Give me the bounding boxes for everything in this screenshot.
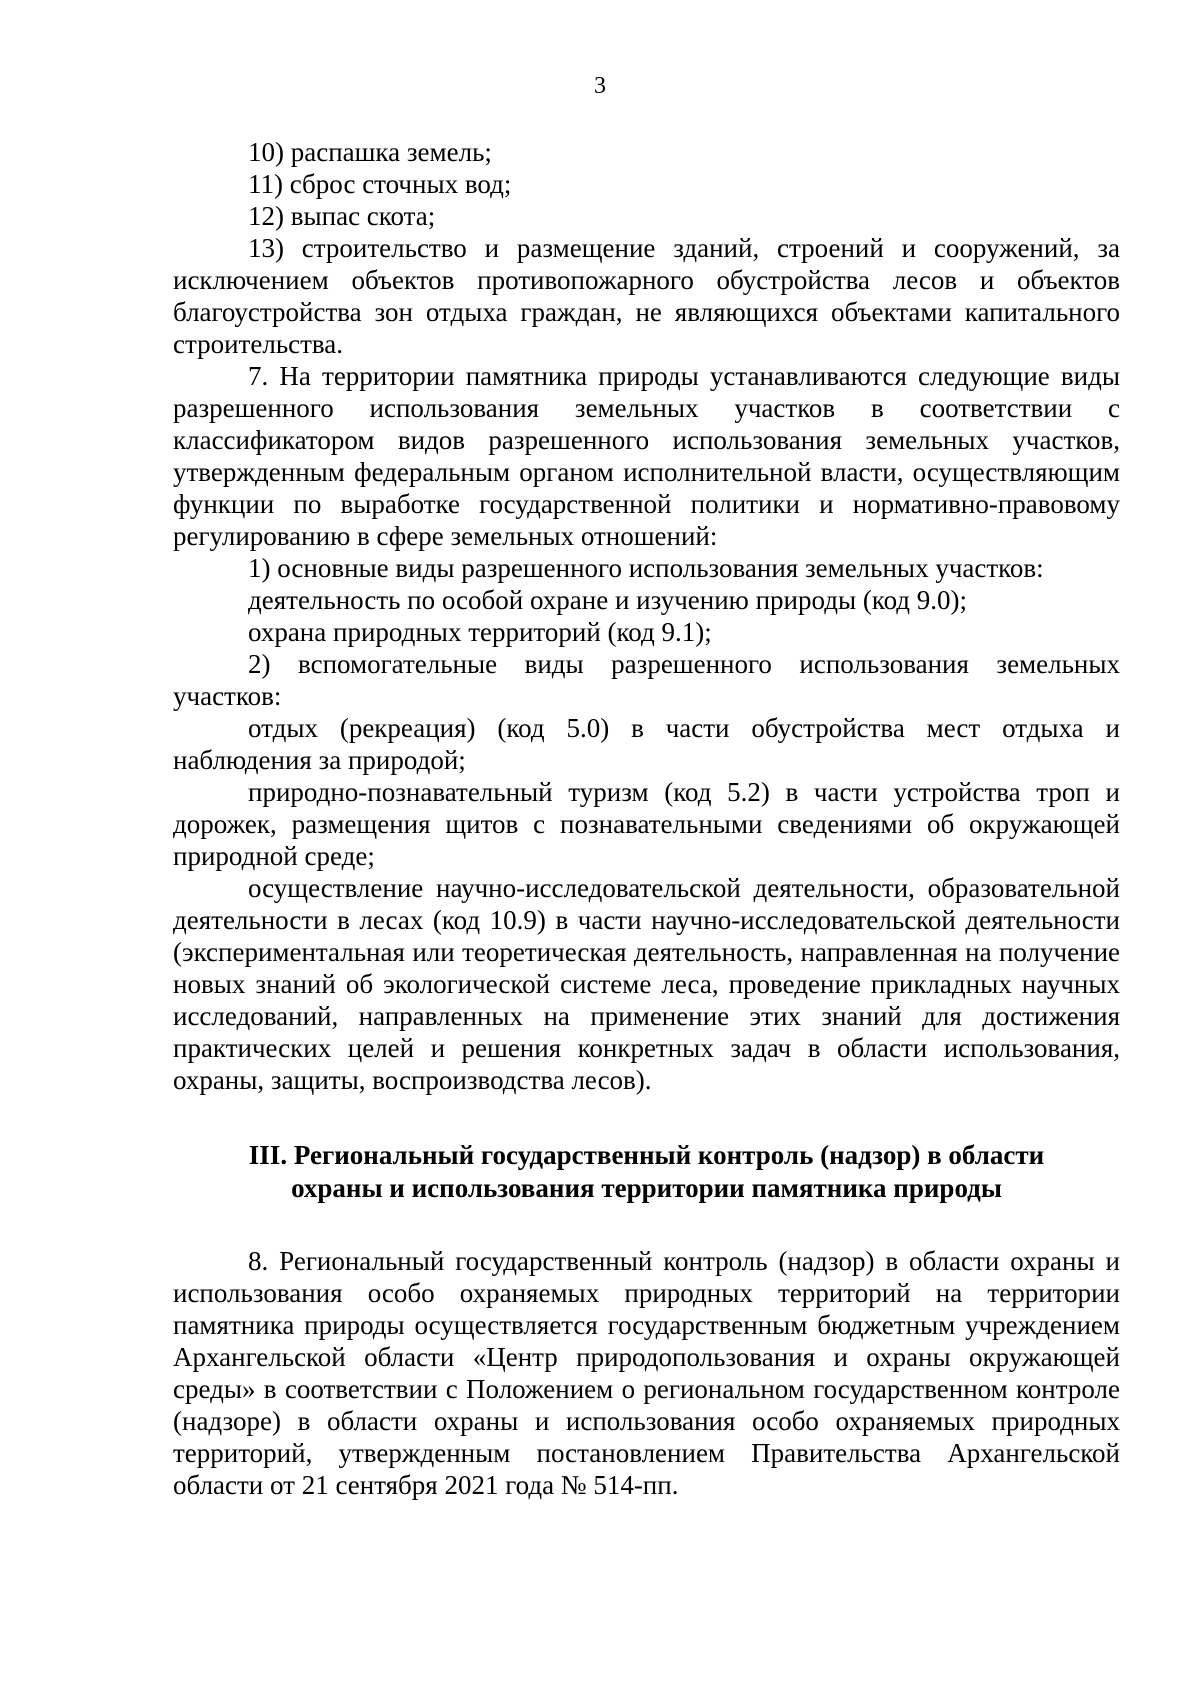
list-item-13: 13) строительство и размещение зданий, строений и сооружений, за исключением объектов противопожарного обустройства лесов и объектов благоустройства зон отдыха граждан, не являющихся объектами капитального строительства. bbox=[173, 233, 1120, 359]
paragraph-8: 8. Региональный государственный контроль (надзор) в области охраны и использования особо охраняемых природных территорий на территории памятника природы осуществляется государственным бюджетным учреждением Архангельской области «Центр природопользования и охраны окружающей среды» в соответствии с Положением о региональном государственном контроле (надзоре) в области охраны и использования особо охраняемых природных территорий, утвержденным постановлением Правительства Архангельской области от 21 сентября 2021 года № 514-пп. bbox=[173, 1246, 1120, 1500]
section-heading bbox=[173, 1139, 1120, 1205]
paragraph-7: 7. На территории памятника природы устанавливаются следующие виды разрешенного использования земельных участков в соответствии с классификатором видов разрешенного использования земельных участков, утвержденным федеральным органом исполнительной власти, осуществляющим функции по выработке государственной политики и нормативно-правовому регулированию в сфере земельных отношений: bbox=[173, 361, 1120, 551]
list-item-10: 10) распашка земель; bbox=[248, 137, 492, 167]
section-heading-line-2: охраны и использования территории памятника природы bbox=[291, 1173, 1002, 1203]
subitem-2-code-10-9: осуществление научно-исследовательской деятельности, образовательной деятельности в лесах (код 10.9) в части научно-исследовательской деятельности (экспериментальная или теоретическая деятельность, направленная на получение новых знаний об экологической системе леса, проведение прикладных научных исследований, направленных на применение этих знаний для достижения практических целей и решения конкретных задач в области использования, охраны, защиты, воспроизводства лесов). bbox=[173, 873, 1120, 1095]
document-body bbox=[173, 136, 1120, 1501]
list-item-11: 11) сброс сточных вод; bbox=[248, 169, 512, 199]
section-heading-line-1: III. Региональный государственный контроль (надзор) в области bbox=[248, 1140, 1045, 1170]
subitem-2-code-5-2: природно-познавательный туризм (код 5.2) в части устройства троп и дорожек, размещения щитов с познавательными сведениями об окружающей природной среде; bbox=[173, 777, 1120, 871]
subitem-2-code-5-0: отдых (рекреация) (код 5.0) в части обустройства мест отдыха и наблюдения за природой; bbox=[173, 713, 1120, 775]
subitem-1: 1) основные виды разрешенного использования земельных участков: bbox=[248, 553, 1044, 583]
subitem-1-code-9-0: деятельность по особой охране и изучению природы (код 9.0); bbox=[248, 585, 968, 615]
list-item-12: 12) выпас скота; bbox=[248, 201, 436, 231]
subitem-1-code-9-1: охрана природных территорий (код 9.1); bbox=[248, 617, 712, 647]
subitem-2: 2) вспомогательные виды разрешенного использования земельных участков: bbox=[173, 649, 1120, 711]
page-number: 3 bbox=[594, 73, 606, 99]
